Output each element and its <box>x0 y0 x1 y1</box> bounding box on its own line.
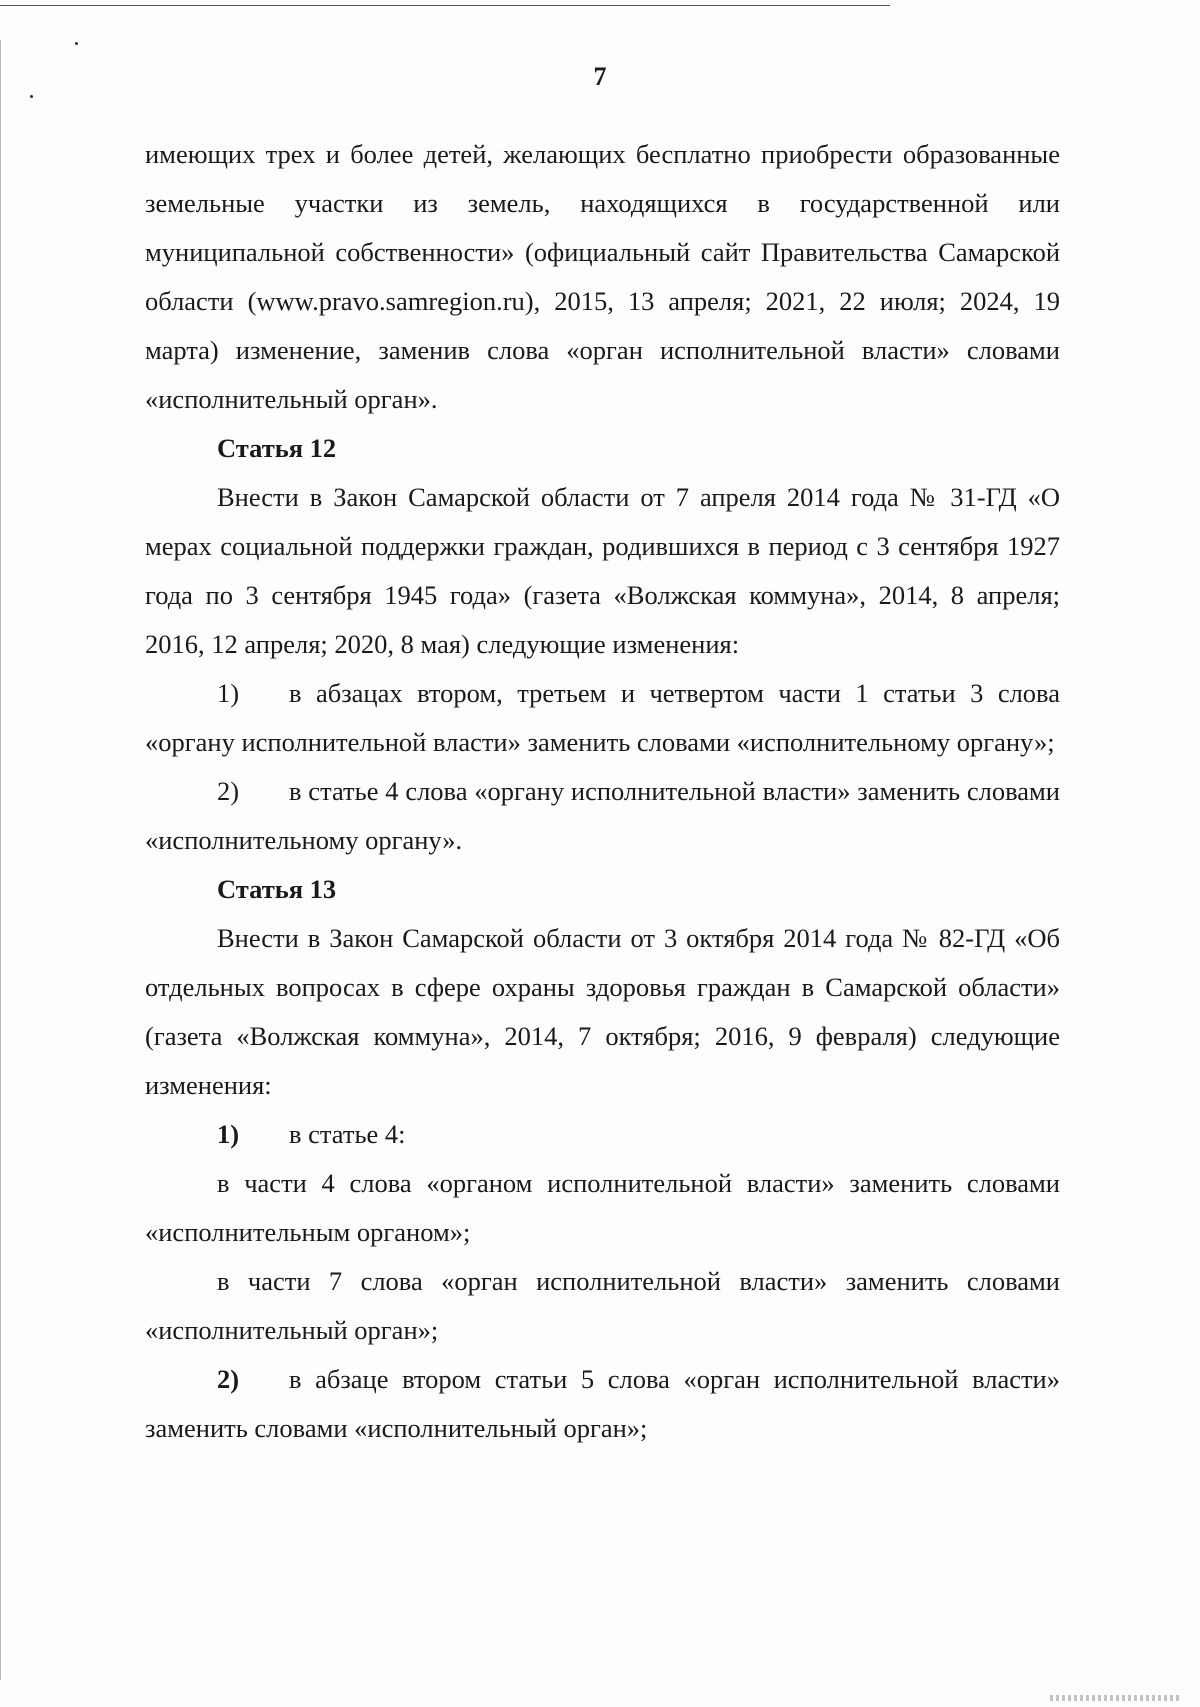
article-heading: Статья 12 <box>217 433 337 463</box>
paragraph: имеющих трех и более детей, желающих бесплатно приобрести образованные земельные участки из земель, находящихся в государственной или муниципальной собственности» (официальный сайт Правительства Самарской области (www.pravo.samregion.ru), 2015, 13 апреля; 2021, 22 июля; 2024, 19 марта) изменение, заменив слова «орган исполнительной власти» словами «исполнительный орган». <box>145 139 1060 414</box>
scan-smudge <box>1050 1695 1180 1701</box>
scan-left-edge-line <box>0 40 1 1680</box>
item-text: в абзацах втором, третьем и четвертом части 1 статьи 3 слова «органу исполнительной власти» заменить словами «исполнительному органу»; <box>145 678 1060 757</box>
numbered-item <box>145 767 1060 865</box>
item-text: в статье 4: <box>289 1119 406 1149</box>
numbered-item <box>145 1355 1060 1453</box>
document-body <box>145 130 1060 1453</box>
item-number: 1) <box>217 678 240 708</box>
item-text: в статье 4 слова «органу исполнительной власти» заменить словами «исполнительному органу». <box>145 776 1060 855</box>
scan-speck <box>30 95 33 98</box>
article-heading: Статья 13 <box>217 874 337 904</box>
item-number: 2) <box>217 776 240 806</box>
scan-top-edge-line <box>0 5 890 6</box>
page-number: 7 <box>593 62 607 91</box>
paragraph: Внести в Закон Самарской области от 3 октября 2014 года № 82-ГД «Об отдельных вопросах в сфере охраны здоровья граждан в Самарской области» (газета «Волжская коммуна», 2014, 7 октября; 2016, 9 февраля) следующие изменения: <box>145 923 1060 1100</box>
paragraph: в части 4 слова «органом исполнительной власти» заменить словами «исполнительным органом»; <box>145 1168 1060 1247</box>
paragraph: Внести в Закон Самарской области от 7 апреля 2014 года № 31-ГД «О мерах социальной поддержки граждан, родившихся в период с 3 сентября 1927 года по 3 сентября 1945 года» (газета «Волжская коммуна», 2014, 8 апреля; 2016, 12 апреля; 2020, 8 мая) следующие изменения: <box>145 482 1060 659</box>
numbered-item <box>145 1110 1060 1159</box>
item-number: 2) <box>217 1364 240 1394</box>
numbered-item <box>145 669 1060 767</box>
item-text: в абзаце втором статьи 5 слова «орган исполнительной власти» заменить словами «исполнительный орган»; <box>145 1364 1060 1443</box>
item-number: 1) <box>217 1119 240 1149</box>
paragraph: в части 7 слова «орган исполнительной власти» заменить словами «исполнительный орган»; <box>145 1266 1060 1345</box>
scan-speck <box>75 42 78 45</box>
